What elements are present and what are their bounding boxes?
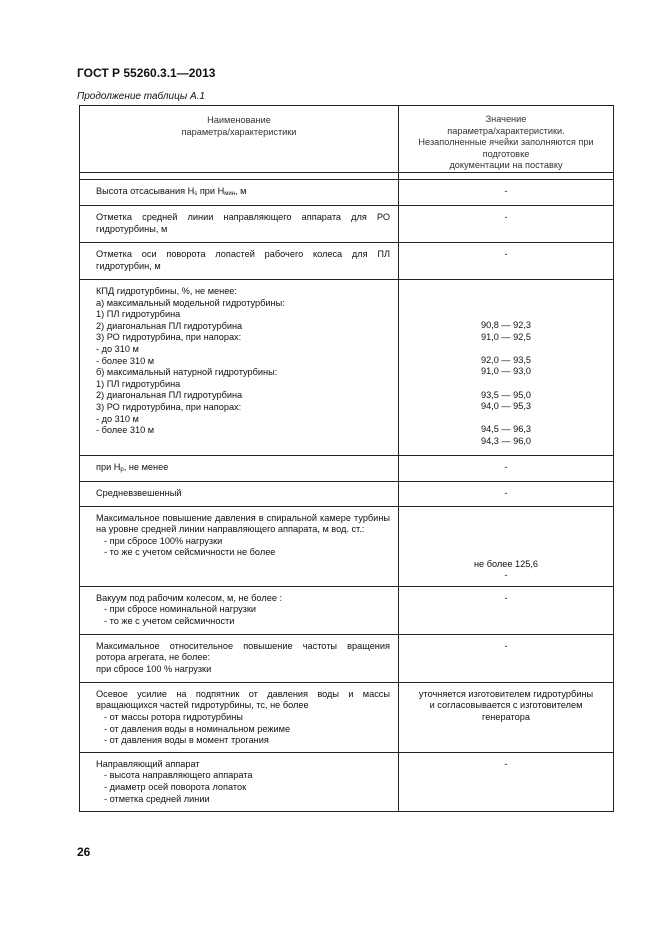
table-row: [80, 752, 614, 811]
param-cell: Максимальное повышение давления в спиральной камере турбины на уровне средней линии направляющего аппарата, м вод. ст.: - при сбросе 100% нагрузки - то же с учетом сейсмичности не более: [80, 506, 399, 586]
param-cell: при $H_р$, не менее: [80, 455, 399, 481]
table-row: [80, 455, 614, 481]
param-cell: Максимальное относительное повышение частоты вращения ротора агрегата, не более: при сбросе 100 % нагрузки: [80, 634, 399, 682]
column-header-value: Значение параметра/характеристики. Незаполненные ячейки заполняются при подготовке документации на поставку: [399, 106, 614, 173]
table-row: [80, 481, 614, 506]
document-code: ГОСТ Р 55260.3.1—2013: [77, 66, 216, 80]
value-cell: -: [399, 586, 614, 634]
table-row: [80, 179, 614, 205]
value-cell: -: [399, 481, 614, 506]
param-cell: Вакуум под рабочим колесом, м, не более : - при сбросе номинальной нагрузки - то же с учетом сейсмичности: [80, 586, 399, 634]
value-cell: 90,8 — 92,3 91,0 — 92,5 92,0 — 93,5 91,0 — 93,0 93,5 — 95,0 94,0 — 95,3 94,5 — 96,3 94,3 — 96,0: [399, 279, 614, 455]
table-header-row: [80, 106, 614, 173]
param-cell: КПД гидротурбины, %, не менее: а) максимальный модельной гидротурбины: 1) ПЛ гидротурбина 2) диагональная ПЛ гидротурбина 3) РО гидротурбина, при напорах: - до 310 м - более 310 м б) максимальный натурной гидротурбины: 1) ПЛ гидротурбина 2) диагональная ПЛ гидротурбина 3) РО гидротурбина, при напорах: - до 310 м - более 310 м: [80, 279, 399, 455]
header-spacer-row: [80, 172, 614, 179]
table-row: [80, 279, 614, 455]
value-cell: -: [399, 179, 614, 205]
parameters-table: [79, 105, 614, 812]
value-cell: не более 125,6 -: [399, 506, 614, 586]
page-number: 26: [77, 845, 91, 859]
value-cell: -: [399, 205, 614, 242]
table-row: [80, 242, 614, 279]
table-row: [80, 506, 614, 586]
param-cell: Отметка оси поворота лопастей рабочего колеса для ПЛ гидротурбин, м: [80, 242, 399, 279]
param-cell: Направляющий аппарат - высота направляющего аппарата - диаметр осей поворота лопаток - отметка средней линии: [80, 752, 399, 811]
param-cell: Отметка средней линии направляющего аппарата для РО гидротурбины, м: [80, 205, 399, 242]
table-row: [80, 586, 614, 634]
param-cell: Высота отсасывания $H_s$ при $H_{мин}$, м: [80, 179, 399, 205]
table-row: [80, 682, 614, 752]
value-cell: уточняется изготовителем гидротурбины и согласовывается с изготовителем генератора: [399, 682, 614, 752]
value-cell: -: [399, 455, 614, 481]
table-continuation-caption: Продолжение таблицы А.1: [77, 91, 205, 102]
value-cell: -: [399, 752, 614, 811]
table-row: [80, 634, 614, 682]
value-cell: -: [399, 242, 614, 279]
table-row: [80, 205, 614, 242]
column-header-name: Наименование параметра/характеристики: [80, 106, 399, 173]
param-cell: Осевое усилие на подпятник от давления воды и массы вращающихся частей гидротурбины, тс, не более - от массы ротора гидротурбины - от давления воды в номинальном режиме - от давления воды в момент трогания: [80, 682, 399, 752]
param-cell: Средневзвешенный: [80, 481, 399, 506]
value-cell: -: [399, 634, 614, 682]
